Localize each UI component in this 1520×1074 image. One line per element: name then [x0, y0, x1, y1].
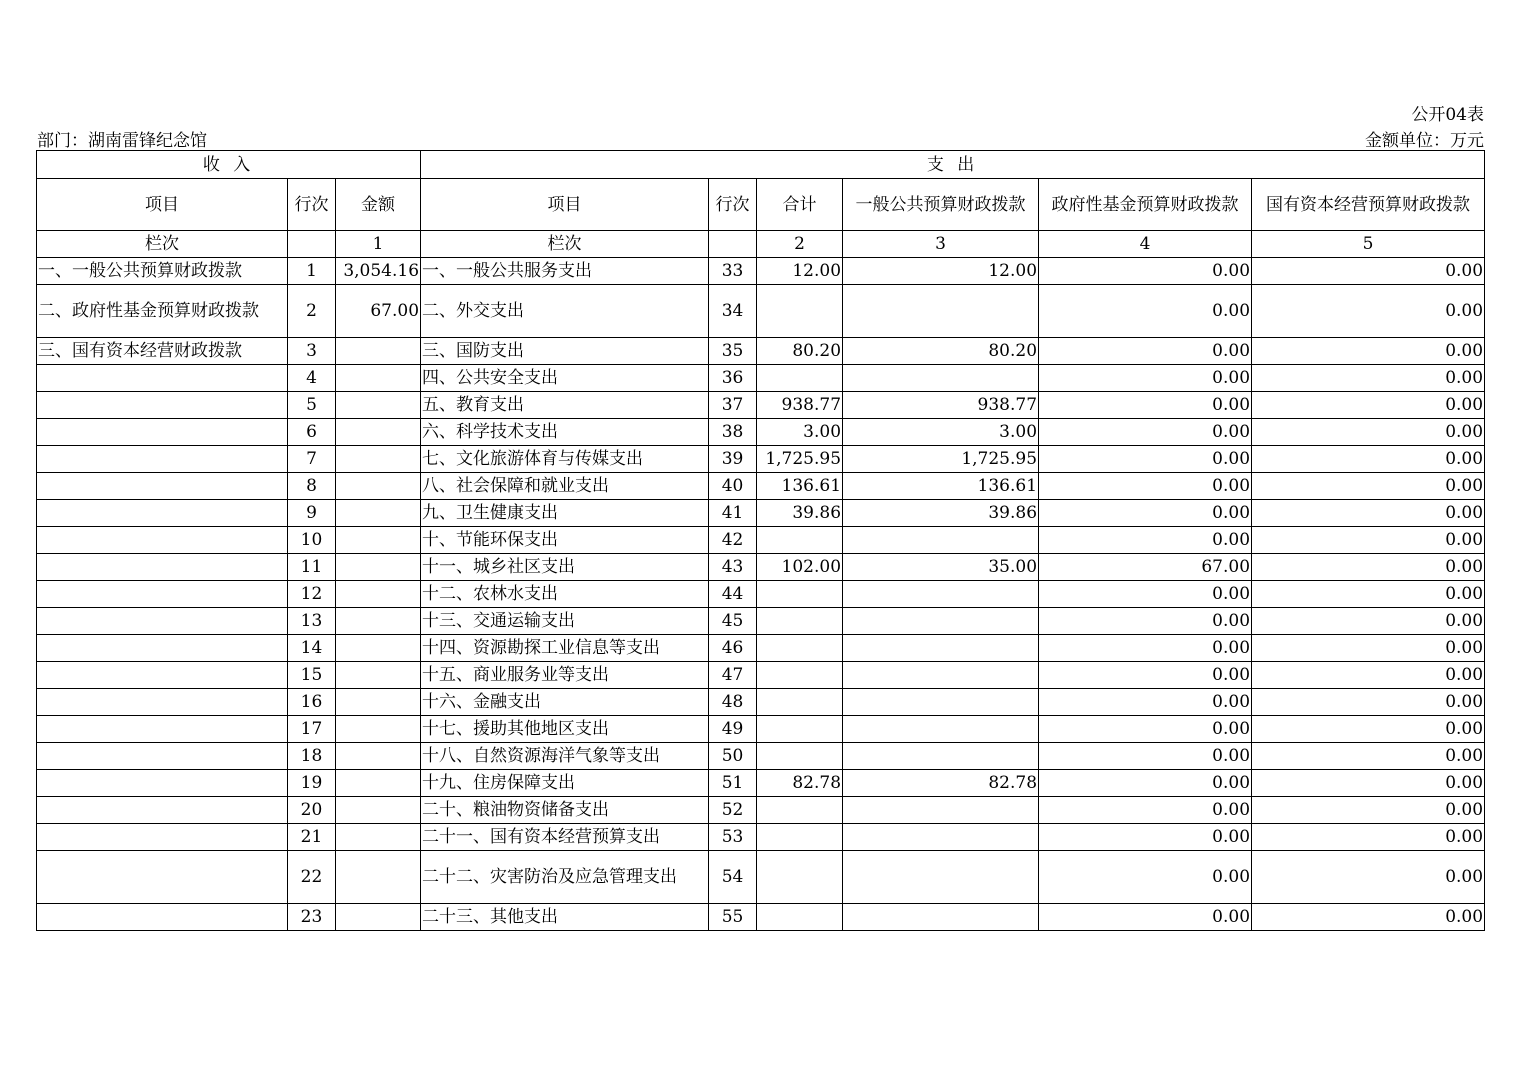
- gov-fund-cell: 0.00: [1039, 581, 1252, 608]
- col-income-row-no: 行次: [288, 179, 336, 231]
- income-row-no-cell: 17: [288, 716, 336, 743]
- income-amount-cell: 67.00: [336, 285, 421, 338]
- income-amount-cell: [336, 419, 421, 446]
- expense-item-cell: 四、公共安全支出: [421, 365, 709, 392]
- state-capital-cell: 0.00: [1252, 581, 1485, 608]
- income-row-no-cell: 21: [288, 824, 336, 851]
- total-cell: 136.61: [757, 473, 843, 500]
- total-cell: [757, 635, 843, 662]
- expense-item-cell: 六、科学技术支出: [421, 419, 709, 446]
- expense-row-no-cell: 35: [709, 338, 757, 365]
- income-row-no-cell: 5: [288, 392, 336, 419]
- income-amount-cell: [336, 581, 421, 608]
- income-amount-cell: [336, 608, 421, 635]
- income-item-cell: [37, 904, 288, 931]
- table-row: [37, 527, 1485, 554]
- income-item-cell: [37, 662, 288, 689]
- expense-row-no-cell: 33: [709, 258, 757, 285]
- gov-fund-cell: 0.00: [1039, 365, 1252, 392]
- total-cell: [757, 716, 843, 743]
- col-expense-item: 项目: [421, 179, 709, 231]
- state-capital-index: 5: [1252, 231, 1485, 258]
- income-row-no-cell: 14: [288, 635, 336, 662]
- income-item-cell: [37, 851, 288, 904]
- income-amount-cell: [336, 851, 421, 904]
- table-row: [37, 743, 1485, 770]
- state-capital-cell: 0.00: [1252, 285, 1485, 338]
- gov-fund-index: 4: [1039, 231, 1252, 258]
- income-row-no-cell: 20: [288, 797, 336, 824]
- state-capital-cell: 0.00: [1252, 904, 1485, 931]
- table-row: [37, 581, 1485, 608]
- table-row: [37, 904, 1485, 931]
- expense-item-cell: 五、教育支出: [421, 392, 709, 419]
- income-amount-cell: [336, 392, 421, 419]
- income-item-cell: [37, 554, 288, 581]
- total-cell: 1,725.95: [757, 446, 843, 473]
- gov-fund-cell: 0.00: [1039, 608, 1252, 635]
- budget-table: [36, 150, 1485, 931]
- col-expense-row-no: 行次: [709, 179, 757, 231]
- income-row-no-cell: 1: [288, 258, 336, 285]
- expense-row-no-cell: 45: [709, 608, 757, 635]
- general-budget-cell: [843, 851, 1039, 904]
- general-budget-cell: [843, 365, 1039, 392]
- expense-item-cell: 一、一般公共服务支出: [421, 258, 709, 285]
- expense-item-cell: 十一、城乡社区支出: [421, 554, 709, 581]
- income-amount-cell: 3,054.16: [336, 258, 421, 285]
- income-amount-cell: [336, 473, 421, 500]
- section-expense: 支 出: [421, 151, 1485, 179]
- expense-row-no-cell: 54: [709, 851, 757, 904]
- table-row: [37, 608, 1485, 635]
- income-item-cell: [37, 824, 288, 851]
- table-row: [37, 258, 1485, 285]
- expense-item-cell: 十七、援助其他地区支出: [421, 716, 709, 743]
- state-capital-cell: 0.00: [1252, 419, 1485, 446]
- general-budget-cell: 80.20: [843, 338, 1039, 365]
- table-row: [37, 554, 1485, 581]
- general-budget-cell: [843, 797, 1039, 824]
- income-row-no-cell: 3: [288, 338, 336, 365]
- income-row-no-cell: 22: [288, 851, 336, 904]
- expense-row-no-cell: 42: [709, 527, 757, 554]
- income-item-cell: [37, 608, 288, 635]
- total-cell: [757, 608, 843, 635]
- column-index-row: [37, 231, 1485, 258]
- income-item-cell: [37, 635, 288, 662]
- table-row: [37, 285, 1485, 338]
- general-budget-cell: [843, 581, 1039, 608]
- expense-item-cell: 十五、商业服务业等支出: [421, 662, 709, 689]
- income-item-cell: [37, 473, 288, 500]
- income-item-cell: [37, 716, 288, 743]
- income-amount-cell: [336, 770, 421, 797]
- expense-row-no-cell: 47: [709, 662, 757, 689]
- income-row-no-cell: 10: [288, 527, 336, 554]
- expense-item-cell: 二十三、其他支出: [421, 904, 709, 931]
- gov-fund-cell: 0.00: [1039, 446, 1252, 473]
- income-row-no-cell: 23: [288, 904, 336, 931]
- income-item-cell: [37, 419, 288, 446]
- state-capital-cell: 0.00: [1252, 851, 1485, 904]
- income-row-no-cell: 15: [288, 662, 336, 689]
- general-budget-cell: 82.78: [843, 770, 1039, 797]
- state-capital-cell: 0.00: [1252, 338, 1485, 365]
- income-row-no-cell: 13: [288, 608, 336, 635]
- expense-item-cell: 二、外交支出: [421, 285, 709, 338]
- state-capital-cell: 0.00: [1252, 689, 1485, 716]
- income-item-cell: [37, 365, 288, 392]
- income-item-cell: 二、政府性基金预算财政拨款: [37, 285, 288, 338]
- expense-row-no-cell: 39: [709, 446, 757, 473]
- total-cell: 80.20: [757, 338, 843, 365]
- income-row-no-cell: 4: [288, 365, 336, 392]
- general-budget-cell: 3.00: [843, 419, 1039, 446]
- income-row-no-cell: 19: [288, 770, 336, 797]
- income-index-label: 栏次: [37, 231, 288, 258]
- income-item-cell: [37, 770, 288, 797]
- total-index: 2: [757, 231, 843, 258]
- income-amount-cell: [336, 904, 421, 931]
- expense-item-cell: 二十二、灾害防治及应急管理支出: [421, 851, 709, 904]
- expense-row-no-cell: 49: [709, 716, 757, 743]
- income-amount-index: 1: [336, 231, 421, 258]
- total-cell: 938.77: [757, 392, 843, 419]
- expense-item-cell: 三、国防支出: [421, 338, 709, 365]
- table-row: [37, 824, 1485, 851]
- total-cell: [757, 365, 843, 392]
- expense-row-no-cell: 34: [709, 285, 757, 338]
- table-row: [37, 851, 1485, 904]
- general-budget-cell: [843, 716, 1039, 743]
- total-cell: 39.86: [757, 500, 843, 527]
- gov-fund-cell: 0.00: [1039, 689, 1252, 716]
- gov-fund-cell: 0.00: [1039, 743, 1252, 770]
- gov-fund-cell: 0.00: [1039, 824, 1252, 851]
- income-row-no-cell: 7: [288, 446, 336, 473]
- income-item-cell: 一、一般公共预算财政拨款: [37, 258, 288, 285]
- income-item-cell: [37, 527, 288, 554]
- general-budget-cell: [843, 904, 1039, 931]
- expense-row-no-cell: 37: [709, 392, 757, 419]
- gov-fund-cell: 0.00: [1039, 797, 1252, 824]
- table-row: [37, 446, 1485, 473]
- expense-row-no-cell: 43: [709, 554, 757, 581]
- col-gov-fund-budget: 政府性基金预算财政拨款: [1039, 179, 1252, 231]
- income-amount-cell: [336, 662, 421, 689]
- table-row: [37, 338, 1485, 365]
- general-budget-cell: [843, 608, 1039, 635]
- income-amount-cell: [336, 635, 421, 662]
- expense-row-no-cell: 46: [709, 635, 757, 662]
- income-row-no-cell: 9: [288, 500, 336, 527]
- expense-item-cell: 十九、住房保障支出: [421, 770, 709, 797]
- general-budget-cell: 938.77: [843, 392, 1039, 419]
- state-capital-cell: 0.00: [1252, 716, 1485, 743]
- gov-fund-cell: 0.00: [1039, 716, 1252, 743]
- total-cell: 82.78: [757, 770, 843, 797]
- state-capital-cell: 0.00: [1252, 446, 1485, 473]
- general-budget-cell: 1,725.95: [843, 446, 1039, 473]
- income-amount-cell: [336, 824, 421, 851]
- expense-item-cell: 二十、粮油物资储备支出: [421, 797, 709, 824]
- expense-row-no-cell: 52: [709, 797, 757, 824]
- expense-item-cell: 九、卫生健康支出: [421, 500, 709, 527]
- expense-row-no-cell: 36: [709, 365, 757, 392]
- income-row-no-cell: 18: [288, 743, 336, 770]
- total-cell: [757, 743, 843, 770]
- state-capital-cell: 0.00: [1252, 797, 1485, 824]
- state-capital-cell: 0.00: [1252, 608, 1485, 635]
- income-amount-cell: [336, 743, 421, 770]
- expense-row-index-blank: [709, 231, 757, 258]
- gov-fund-cell: 0.00: [1039, 338, 1252, 365]
- unit-label: 金额单位：万元: [1365, 131, 1484, 151]
- total-cell: [757, 851, 843, 904]
- col-total: 合计: [757, 179, 843, 231]
- gov-fund-cell: 0.00: [1039, 473, 1252, 500]
- table-row: [37, 770, 1485, 797]
- section-income: 收 入: [37, 151, 421, 179]
- col-general-budget: 一般公共预算财政拨款: [843, 179, 1039, 231]
- state-capital-cell: 0.00: [1252, 473, 1485, 500]
- expense-row-no-cell: 48: [709, 689, 757, 716]
- general-budget-cell: [843, 824, 1039, 851]
- total-cell: 12.00: [757, 258, 843, 285]
- state-capital-cell: 0.00: [1252, 527, 1485, 554]
- gov-fund-cell: 0.00: [1039, 770, 1252, 797]
- income-item-cell: 三、国有资本经营财政拨款: [37, 338, 288, 365]
- general-budget-cell: 35.00: [843, 554, 1039, 581]
- general-budget-cell: [843, 662, 1039, 689]
- total-cell: [757, 797, 843, 824]
- expense-row-no-cell: 51: [709, 770, 757, 797]
- income-item-cell: [37, 446, 288, 473]
- state-capital-cell: 0.00: [1252, 365, 1485, 392]
- expense-row-no-cell: 38: [709, 419, 757, 446]
- gov-fund-cell: 0.00: [1039, 285, 1252, 338]
- expense-row-no-cell: 44: [709, 581, 757, 608]
- general-budget-cell: [843, 285, 1039, 338]
- income-amount-cell: [336, 797, 421, 824]
- general-budget-cell: [843, 689, 1039, 716]
- table-row: [37, 473, 1485, 500]
- income-amount-cell: [336, 500, 421, 527]
- general-budget-cell: [843, 635, 1039, 662]
- table-row: [37, 689, 1485, 716]
- expense-row-no-cell: 41: [709, 500, 757, 527]
- income-item-cell: [37, 689, 288, 716]
- state-capital-cell: 0.00: [1252, 770, 1485, 797]
- state-capital-cell: 0.00: [1252, 824, 1485, 851]
- general-budget-cell: 12.00: [843, 258, 1039, 285]
- column-header-row: [37, 179, 1485, 231]
- col-income-item: 项目: [37, 179, 288, 231]
- income-amount-cell: [336, 716, 421, 743]
- total-cell: [757, 824, 843, 851]
- income-amount-cell: [336, 527, 421, 554]
- expense-item-cell: 七、文化旅游体育与传媒支出: [421, 446, 709, 473]
- state-capital-cell: 0.00: [1252, 392, 1485, 419]
- table-row: [37, 419, 1485, 446]
- state-capital-cell: 0.00: [1252, 500, 1485, 527]
- table-row: [37, 797, 1485, 824]
- state-capital-cell: 0.00: [1252, 258, 1485, 285]
- income-amount-cell: [336, 689, 421, 716]
- income-item-cell: [37, 581, 288, 608]
- general-budget-cell: 136.61: [843, 473, 1039, 500]
- table-row: [37, 662, 1485, 689]
- expense-row-no-cell: 53: [709, 824, 757, 851]
- expense-row-no-cell: 40: [709, 473, 757, 500]
- total-cell: [757, 689, 843, 716]
- table-row: [37, 392, 1485, 419]
- expense-item-cell: 十六、金融支出: [421, 689, 709, 716]
- gov-fund-cell: 0.00: [1039, 904, 1252, 931]
- income-row-no-cell: 16: [288, 689, 336, 716]
- income-amount-cell: [336, 338, 421, 365]
- income-amount-cell: [336, 365, 421, 392]
- income-row-index-blank: [288, 231, 336, 258]
- total-cell: 102.00: [757, 554, 843, 581]
- total-cell: [757, 581, 843, 608]
- expense-item-cell: 十、节能环保支出: [421, 527, 709, 554]
- gov-fund-cell: 0.00: [1039, 635, 1252, 662]
- state-capital-cell: 0.00: [1252, 743, 1485, 770]
- expense-row-no-cell: 55: [709, 904, 757, 931]
- department-label: 部门：湖南雷锋纪念馆: [37, 131, 207, 151]
- total-cell: 3.00: [757, 419, 843, 446]
- state-capital-cell: 0.00: [1252, 635, 1485, 662]
- expense-item-cell: 二十一、国有资本经营预算支出: [421, 824, 709, 851]
- expense-row-no-cell: 50: [709, 743, 757, 770]
- form-code: 公开04表: [1411, 105, 1484, 125]
- state-capital-cell: 0.00: [1252, 554, 1485, 581]
- general-budget-cell: [843, 527, 1039, 554]
- income-item-cell: [37, 797, 288, 824]
- general-budget-cell: [843, 743, 1039, 770]
- section-header-row: [37, 151, 1485, 179]
- total-cell: [757, 904, 843, 931]
- income-row-no-cell: 2: [288, 285, 336, 338]
- col-state-capital-budget: 国有资本经营预算财政拨款: [1252, 179, 1485, 231]
- income-row-no-cell: 6: [288, 419, 336, 446]
- gov-fund-cell: 0.00: [1039, 851, 1252, 904]
- gov-fund-cell: 0.00: [1039, 258, 1252, 285]
- gov-fund-cell: 0.00: [1039, 662, 1252, 689]
- col-income-amount: 金额: [336, 179, 421, 231]
- total-cell: [757, 662, 843, 689]
- table-row: [37, 500, 1485, 527]
- table-row: [37, 635, 1485, 662]
- income-item-cell: [37, 743, 288, 770]
- income-item-cell: [37, 392, 288, 419]
- gov-fund-cell: 0.00: [1039, 527, 1252, 554]
- total-cell: [757, 527, 843, 554]
- expense-index-label: 栏次: [421, 231, 709, 258]
- income-row-no-cell: 12: [288, 581, 336, 608]
- income-row-no-cell: 11: [288, 554, 336, 581]
- total-cell: [757, 285, 843, 338]
- expense-item-cell: 十三、交通运输支出: [421, 608, 709, 635]
- expense-item-cell: 十四、资源勘探工业信息等支出: [421, 635, 709, 662]
- expense-item-cell: 十二、农林水支出: [421, 581, 709, 608]
- income-amount-cell: [336, 446, 421, 473]
- gov-fund-cell: 0.00: [1039, 392, 1252, 419]
- gov-fund-cell: 0.00: [1039, 500, 1252, 527]
- income-amount-cell: [336, 554, 421, 581]
- table-row: [37, 716, 1485, 743]
- expense-item-cell: 八、社会保障和就业支出: [421, 473, 709, 500]
- table-row: [37, 365, 1485, 392]
- general-budget-cell: 39.86: [843, 500, 1039, 527]
- gov-fund-cell: 0.00: [1039, 419, 1252, 446]
- income-item-cell: [37, 500, 288, 527]
- state-capital-cell: 0.00: [1252, 662, 1485, 689]
- income-row-no-cell: 8: [288, 473, 336, 500]
- general-index: 3: [843, 231, 1039, 258]
- expense-item-cell: 十八、自然资源海洋气象等支出: [421, 743, 709, 770]
- gov-fund-cell: 67.00: [1039, 554, 1252, 581]
